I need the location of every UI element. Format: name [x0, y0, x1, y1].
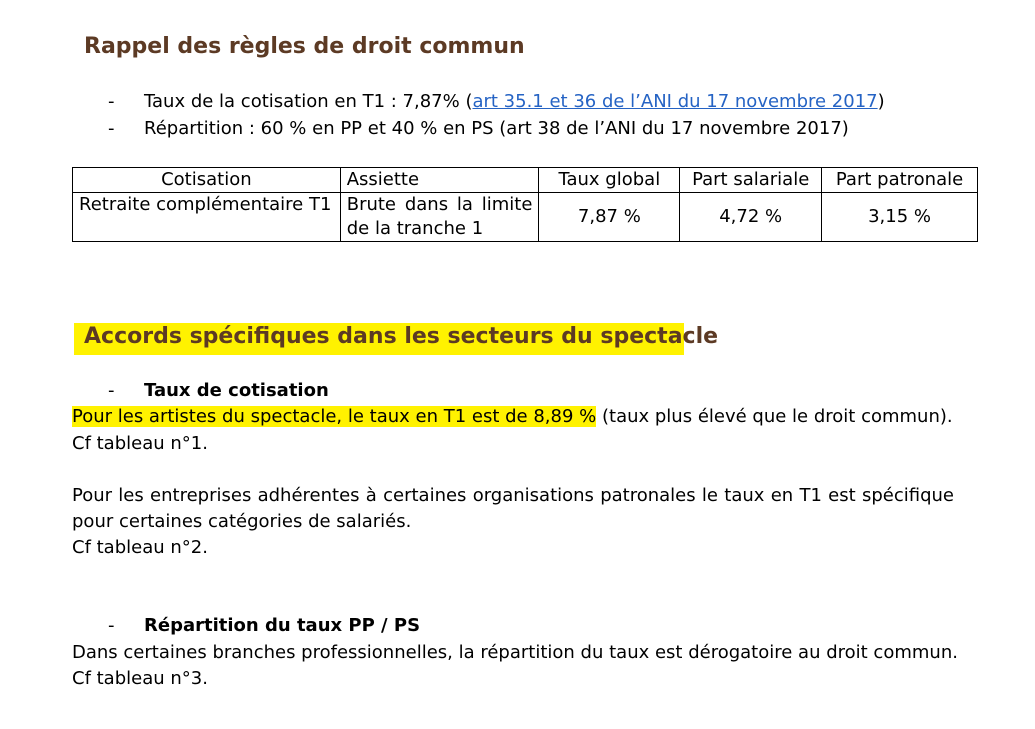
cell-assiette-line1: Brute dans la limite: [346, 194, 533, 215]
bullet-dash: -: [108, 91, 115, 112]
cell-part-patronale: 3,15 %: [822, 193, 978, 242]
bullet-dash: -: [108, 118, 115, 139]
table-row: [73, 193, 978, 242]
header-part-patronale: Part patronale: [822, 168, 978, 193]
cell-part-salariale: 4,72 %: [680, 193, 822, 242]
paragraph-text: (taux plus élevé que le droit commun).: [596, 406, 953, 427]
bullet-dash: -: [108, 615, 115, 636]
bullet-repartition: Répartition : 60 % en PP et 40 % en PS (art 38 de l’ANI du 17 novembre 2017): [144, 118, 849, 139]
cell-cotisation: Retraite complémentaire T1: [73, 193, 341, 242]
paragraph-entreprises-line2: pour certaines catégories de salariés.: [72, 511, 412, 532]
cell-taux-global: 7,87 %: [539, 193, 680, 242]
bullet-taux-cotisation: [144, 91, 885, 112]
header-part-salariale: Part salariale: [680, 168, 822, 193]
paragraph-artistes: [72, 406, 953, 427]
cotisation-table: [72, 167, 978, 242]
cell-assiette: [340, 193, 539, 242]
header-assiette: Assiette: [340, 168, 539, 193]
table-header-row: [73, 168, 978, 193]
bullet-dash: -: [108, 380, 115, 401]
bullet-text: Taux de la cotisation en T1 : 7,87% (: [144, 91, 473, 112]
section-title-spectacle: Accords spécifiques dans les secteurs du spectacle: [84, 324, 719, 349]
subtitle-repartition: Répartition du taux PP / PS: [144, 615, 421, 636]
header-taux-global: Taux global: [539, 168, 680, 193]
cell-assiette-line2: de la tranche 1: [346, 218, 484, 239]
ref-tableau-3: Cf tableau n°3.: [72, 668, 208, 689]
subtitle-taux-cotisation: Taux de cotisation: [144, 380, 329, 401]
section-title-droit-commun: Rappel des règles de droit commun: [84, 34, 525, 59]
header-cotisation: Cotisation: [73, 168, 341, 193]
paragraph-branches: Dans certaines branches professionnelles, la répartition du taux est dérogatoire au droit commun.: [72, 642, 958, 663]
bullet-text-suffix: ): [877, 91, 885, 112]
ref-tableau-2: Cf tableau n°2.: [72, 537, 208, 558]
highlighted-text: Pour les artistes du spectacle, le taux en T1 est de 8,89 %: [72, 406, 597, 427]
paragraph-entreprises-line1: Pour les entreprises adhérentes à certaines organisations patronales le taux en T1 est spécifique: [72, 485, 954, 506]
ani-article-link[interactable]: art 35.1 et 36 de l’ANI du 17 novembre 2017: [472, 91, 878, 112]
ref-tableau-1: Cf tableau n°1.: [72, 433, 208, 454]
